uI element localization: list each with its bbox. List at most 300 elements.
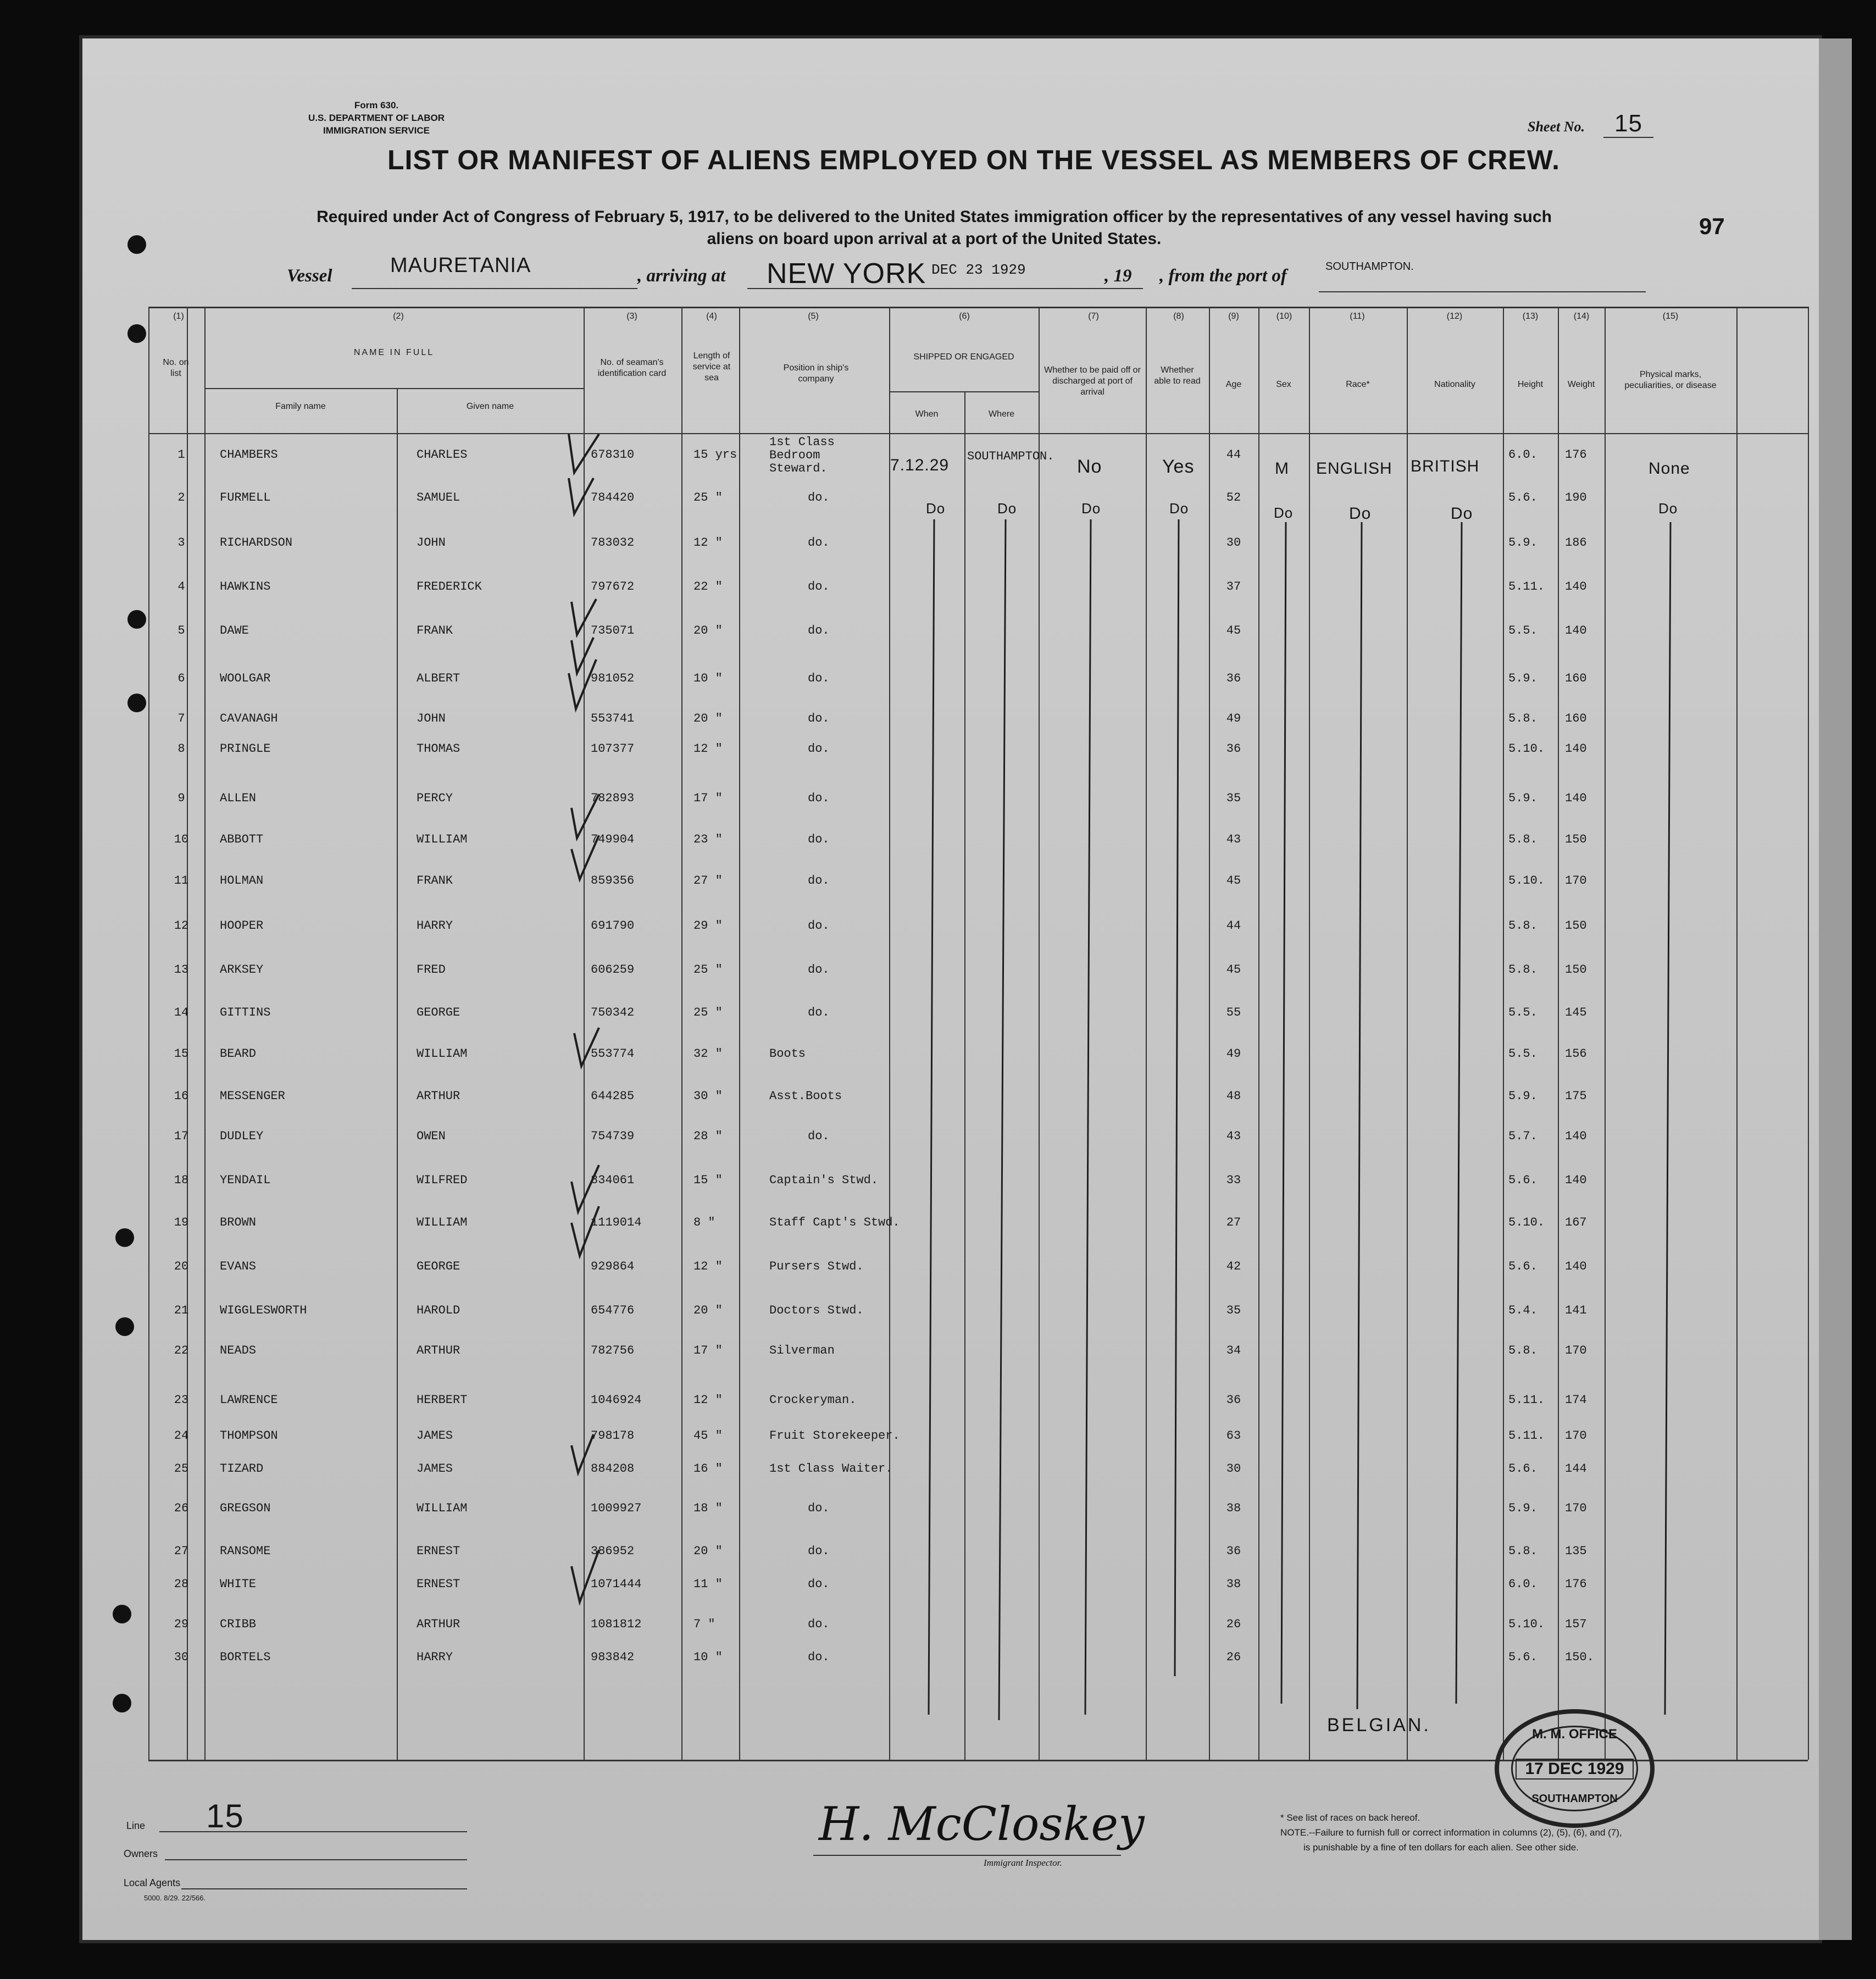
row-service: 27 " <box>693 874 723 888</box>
row-position: do. <box>808 963 830 977</box>
row-service: 32 " <box>693 1047 723 1061</box>
row-service: 20 " <box>693 712 723 725</box>
row-family: PRINGLE <box>220 742 271 756</box>
row-weight: 160 <box>1565 712 1587 725</box>
col-num-7: (7) <box>1088 312 1099 321</box>
row-height: 5.6. <box>1508 1260 1538 1273</box>
row-position: do. <box>808 742 830 756</box>
row-service: 17 " <box>693 1344 723 1357</box>
hw-able-read: Yes <box>1162 456 1195 477</box>
row-weight: 135 <box>1565 1544 1587 1558</box>
row-position: do. <box>808 1006 830 1019</box>
row-card: 1119014 <box>591 1216 642 1229</box>
note-races: * See list of races on back hereof. <box>1280 1812 1420 1823</box>
row-given: FRANK <box>417 624 453 638</box>
row-weight: 140 <box>1565 742 1587 756</box>
row-card: 678310 <box>591 448 635 462</box>
col-num-5: (5) <box>808 312 819 321</box>
page-title: LIST OR MANIFEST OF ALIENS EMPLOYED ON THE VESSEL AS MEMBERS OF CREW. <box>387 145 1560 175</box>
row-no: 13 <box>174 963 189 977</box>
row-service: 28 " <box>693 1129 723 1143</box>
row-family: ABBOTT <box>220 833 264 846</box>
row-height: 5.11. <box>1508 1393 1545 1407</box>
row-service: 18 " <box>693 1501 723 1515</box>
row-family: CAVANAGH <box>220 712 278 725</box>
row-family: BEARD <box>220 1047 257 1061</box>
row-given: ERNEST <box>417 1544 460 1558</box>
row-given: JAMES <box>417 1462 453 1476</box>
row-position: do. <box>808 672 830 685</box>
year-label: , 19 <box>1104 266 1132 286</box>
row-given: WILLIAM <box>417 1216 468 1229</box>
row-card: 798178 <box>591 1429 635 1443</box>
row-position: do. <box>808 1129 830 1143</box>
col-num-9: (9) <box>1228 312 1239 321</box>
row-age: 43 <box>1226 833 1241 846</box>
row-position: do. <box>808 712 830 725</box>
row-no: 29 <box>174 1617 189 1631</box>
row-card: 750342 <box>591 1006 635 1019</box>
row-family: NEADS <box>220 1344 257 1357</box>
row-service: 25 " <box>693 1006 723 1019</box>
row-card: 553741 <box>591 712 635 725</box>
row-weight: 186 <box>1565 536 1587 550</box>
row-no: 28 <box>174 1577 189 1591</box>
row-weight: 140 <box>1565 1129 1587 1143</box>
row-given: HARRY <box>417 919 453 933</box>
header-age: Age <box>1225 380 1242 389</box>
header-physical: Physical marks, peculiarities, or disease <box>1624 370 1717 390</box>
requirement-line-2: aliens on board upon arrival at a port of the United States. <box>707 230 1162 248</box>
row-height: 6.0. <box>1508 1577 1538 1591</box>
ditto-mark: Do <box>1349 505 1372 523</box>
ditto-mark: Do <box>1451 505 1473 523</box>
header-where: Where <box>988 409 1015 419</box>
row-given: ARTHUR <box>417 1089 460 1103</box>
row-family: DUDLEY <box>220 1129 264 1143</box>
row-card: 859356 <box>591 874 635 888</box>
row-service: 20 " <box>693 624 723 638</box>
row-height: 5.9. <box>1508 791 1538 805</box>
header-sex: Sex <box>1276 380 1291 389</box>
row-weight: 140 <box>1565 1260 1587 1273</box>
row-height: 6.0. <box>1508 448 1538 462</box>
row-card: 1071444 <box>591 1577 642 1591</box>
col-num-14: (14) <box>1573 312 1590 321</box>
row-given: GEORGE <box>417 1260 460 1273</box>
row-age: 45 <box>1226 963 1241 977</box>
row-family: GREGSON <box>220 1501 271 1515</box>
row-card: 386952 <box>591 1544 635 1558</box>
col-num-6: (6) <box>959 312 970 321</box>
row-weight: 140 <box>1565 580 1587 594</box>
row-weight: 170 <box>1565 874 1587 888</box>
row-weight: 167 <box>1565 1216 1587 1229</box>
row-age: 37 <box>1226 580 1241 594</box>
row-service: 16 " <box>693 1462 723 1476</box>
row-height: 5.9. <box>1508 1501 1538 1515</box>
row-position: do. <box>808 1544 830 1558</box>
row-no: 11 <box>174 874 189 888</box>
header-able-read: Whether able to read <box>1154 365 1201 386</box>
row-age: 52 <box>1226 491 1241 505</box>
header-position: Position in ship's company <box>783 363 849 384</box>
col-num-2: (2) <box>393 312 404 321</box>
row-position: do. <box>808 1650 830 1664</box>
from-port: SOUTHAMPTON. <box>1325 260 1414 273</box>
stamp-bottom: SOUTHAMPTON <box>1531 1793 1618 1805</box>
col-num-15: (15) <box>1662 312 1679 321</box>
row-age: 63 <box>1226 1429 1241 1443</box>
row-weight: 170 <box>1565 1344 1587 1357</box>
row-family: YENDAIL <box>220 1173 271 1187</box>
col-num-3: (3) <box>626 312 637 321</box>
hw-paid-off: No <box>1077 456 1102 477</box>
row-given: HAROLD <box>417 1304 460 1317</box>
row-weight: 141 <box>1565 1304 1587 1317</box>
row-height: 5.8. <box>1508 712 1538 725</box>
row-given: GEORGE <box>417 1006 460 1019</box>
row-weight: 176 <box>1565 448 1587 462</box>
row-age: 42 <box>1226 1260 1241 1273</box>
ditto-mark: Do <box>1169 500 1189 517</box>
row-given: CHARLES <box>417 448 468 462</box>
sheet-value: 15 <box>1603 110 1653 138</box>
row-family: CHAMBERS <box>220 448 278 462</box>
row-service: 20 " <box>693 1544 723 1558</box>
row-family: WHITE <box>220 1577 257 1591</box>
row-height: 5.6. <box>1508 1462 1538 1476</box>
row-no: 21 <box>174 1304 189 1317</box>
row-family: RANSOME <box>220 1544 271 1558</box>
row-height: 5.4. <box>1508 1304 1538 1317</box>
row-service: 30 " <box>693 1089 723 1103</box>
footer-line-value: 15 <box>206 1798 244 1834</box>
row-family: HOLMAN <box>220 874 264 888</box>
row-card: 107377 <box>591 742 635 756</box>
row-height: 5.10. <box>1508 1617 1545 1631</box>
header-paid-off: Whether to be paid off or discharged at port of arrival <box>1044 365 1141 397</box>
row-position: do. <box>808 580 830 594</box>
vessel-name: MAURETANIA <box>390 254 531 277</box>
footer-line-label: Line <box>126 1820 146 1831</box>
row-age: 35 <box>1226 791 1241 805</box>
inspector-signature: H. McCloskey <box>819 1797 1145 1851</box>
row-no: 23 <box>174 1393 189 1407</box>
row-no: 2 <box>177 491 185 505</box>
row-card: 1081812 <box>591 1617 642 1631</box>
row-weight: 176 <box>1565 1577 1587 1591</box>
row-family: WOOLGAR <box>220 672 271 685</box>
vessel-label: Vessel <box>287 266 332 286</box>
form-department: U.S. DEPARTMENT OF LABOR <box>308 113 445 123</box>
row-given: PERCY <box>417 791 453 805</box>
row-position: Boots <box>769 1047 806 1061</box>
row-service: 12 " <box>693 1393 723 1407</box>
row-given: JAMES <box>417 1429 453 1443</box>
row-family: FURMELL <box>220 491 271 505</box>
row-weight: 150 <box>1565 963 1587 977</box>
ditto-mark: Do <box>926 500 946 517</box>
row-family: ALLEN <box>220 791 257 805</box>
row-given: FREDERICK <box>417 580 482 594</box>
row-no: 20 <box>174 1260 189 1273</box>
row-position: 1st Class Bedroom Steward. <box>769 435 835 475</box>
row-card: 884208 <box>591 1462 635 1476</box>
col-num-12: (12) <box>1446 312 1463 321</box>
row-weight: 170 <box>1565 1429 1587 1443</box>
row-card: 606259 <box>591 963 635 977</box>
hw-row30-nationality: BELGIAN. <box>1327 1715 1431 1736</box>
row-age: 36 <box>1226 742 1241 756</box>
header-when: When <box>915 409 939 419</box>
row-card: 981052 <box>591 672 635 685</box>
row-age: 34 <box>1226 1344 1241 1357</box>
row-position: do. <box>808 624 830 638</box>
row-service: 15 yrs <box>693 448 737 462</box>
row-no: 7 <box>177 712 185 725</box>
note-line-1: NOTE.--Failure to furnish full or correct information in columns (2), (5), (6), and (7), <box>1280 1827 1622 1838</box>
row-family: BROWN <box>220 1216 257 1229</box>
row-no: 19 <box>174 1216 189 1229</box>
row-card: 784420 <box>591 491 635 505</box>
header-nationality: Nationality <box>1434 380 1475 389</box>
row-age: 55 <box>1226 1006 1241 1019</box>
row-age: 49 <box>1226 1047 1241 1061</box>
row-no: 1 <box>177 448 185 462</box>
page-number: 97 <box>1699 213 1725 239</box>
row-no: 8 <box>177 742 185 756</box>
header-length-service: Length of service at sea <box>692 351 731 383</box>
row-card: 1046924 <box>591 1393 642 1407</box>
row-family: HAWKINS <box>220 580 271 594</box>
row-position: Silverman <box>769 1344 835 1357</box>
row-given: ALBERT <box>417 672 460 685</box>
row-position: Crockeryman. <box>769 1393 857 1407</box>
row-service: 12 " <box>693 742 723 756</box>
row-given: OWEN <box>417 1129 446 1143</box>
col-num-10: (10) <box>1276 312 1292 321</box>
row-age: 33 <box>1226 1173 1241 1187</box>
row-age: 36 <box>1226 1393 1241 1407</box>
row-family: MESSENGER <box>220 1089 285 1103</box>
row-family: HOOPER <box>220 919 264 933</box>
row-height: 5.8. <box>1508 833 1538 846</box>
row-family: ARKSEY <box>220 963 264 977</box>
row-no: 14 <box>174 1006 189 1019</box>
row-family: RICHARDSON <box>220 536 293 550</box>
row-family: EVANS <box>220 1260 257 1273</box>
hw-race: ENGLISH <box>1316 459 1392 478</box>
ditto-mark: Do <box>1658 500 1678 517</box>
row-no: 9 <box>177 791 185 805</box>
row-height: 5.8. <box>1508 963 1538 977</box>
row-height: 5.6. <box>1508 1173 1538 1187</box>
row-position: do. <box>808 1617 830 1631</box>
row-family: TIZARD <box>220 1462 264 1476</box>
row-no: 30 <box>174 1650 189 1664</box>
row-position: do. <box>808 536 830 550</box>
footer-owners-label: Owners <box>124 1848 158 1859</box>
col-num-13: (13) <box>1522 312 1539 321</box>
row-position: do. <box>808 1577 830 1591</box>
row-weight: 157 <box>1565 1617 1587 1631</box>
row-position: Pursers Stwd. <box>769 1260 864 1273</box>
row-given: HARRY <box>417 1650 453 1664</box>
row-height: 5.8. <box>1508 1544 1538 1558</box>
row-service: 45 " <box>693 1429 723 1443</box>
arrival-port: NEW YORK <box>767 258 926 290</box>
row-card: 782756 <box>591 1344 635 1357</box>
row-age: 38 <box>1226 1577 1241 1591</box>
row-weight: 190 <box>1565 491 1587 505</box>
col-num-4: (4) <box>706 312 717 321</box>
row-height: 5.9. <box>1508 672 1538 685</box>
row-no: 18 <box>174 1173 189 1187</box>
stamp-top: M. M. OFFICE <box>1532 1727 1617 1742</box>
row-age: 36 <box>1226 672 1241 685</box>
row-height: 5.10. <box>1508 742 1545 756</box>
row-height: 5.5. <box>1508 1006 1538 1019</box>
row-no: 17 <box>174 1129 189 1143</box>
row-service: 22 " <box>693 580 723 594</box>
header-given-name: Given name <box>466 402 514 411</box>
row-card: 834061 <box>591 1173 635 1187</box>
row-position: do. <box>808 874 830 888</box>
row-position: Captain's Stwd. <box>769 1173 879 1187</box>
row-card: 754739 <box>591 1129 635 1143</box>
row-weight: 150. <box>1565 1650 1594 1664</box>
row-service: 25 " <box>693 963 723 977</box>
row-no: 27 <box>174 1544 189 1558</box>
row-given: THOMAS <box>417 742 460 756</box>
row-height: 5.6. <box>1508 491 1538 505</box>
from-port-label: , from the port of <box>1159 266 1287 286</box>
row-card: 783032 <box>591 536 635 550</box>
row-card: 1009927 <box>591 1501 642 1515</box>
row-position: Fruit Storekeeper. <box>769 1429 900 1443</box>
row-position: do. <box>808 919 830 933</box>
row-age: 38 <box>1226 1501 1241 1515</box>
row-height: 5.8. <box>1508 919 1538 933</box>
row-age: 35 <box>1226 1304 1241 1317</box>
row-position: do. <box>808 491 830 505</box>
row-no: 5 <box>177 624 185 638</box>
row-age: 45 <box>1226 624 1241 638</box>
row-no: 26 <box>174 1501 189 1515</box>
row-card: 691790 <box>591 919 635 933</box>
header-family-name: Family name <box>275 402 326 411</box>
sheet-label: Sheet No. <box>1528 119 1585 135</box>
row-height: 5.9. <box>1508 536 1538 550</box>
row-given: FRED <box>417 963 446 977</box>
row-weight: 150 <box>1565 919 1587 933</box>
row-family: THOMPSON <box>220 1429 278 1443</box>
arriving-label: , arriving at <box>637 266 726 286</box>
row-weight: 156 <box>1565 1047 1587 1061</box>
col-num-11: (11) <box>1350 312 1365 321</box>
hw-nationality: BRITISH <box>1411 457 1480 475</box>
header-shipped: SHIPPED OR ENGAGED <box>913 352 1014 362</box>
row-given: WILLIAM <box>417 833 468 846</box>
hw-where: SOUTHAMPTON. <box>967 450 1054 463</box>
row-no: 4 <box>177 580 185 594</box>
row-no: 22 <box>174 1344 189 1357</box>
row-height: 5.11. <box>1508 580 1545 594</box>
ditto-mark: Do <box>1081 500 1101 517</box>
row-weight: 170 <box>1565 1501 1587 1515</box>
row-card: 782893 <box>591 791 635 805</box>
row-service: 17 " <box>693 791 723 805</box>
row-position: Staff Capt's Stwd. <box>769 1216 900 1229</box>
arrival-date-stamp: DEC 23 1929 <box>931 262 1026 278</box>
row-weight: 140 <box>1565 791 1587 805</box>
header-name-in-full: NAME IN FULL <box>353 348 435 357</box>
row-position: Doctors Stwd. <box>769 1304 864 1317</box>
row-position: do. <box>808 791 830 805</box>
row-age: 48 <box>1226 1089 1241 1103</box>
row-given: ARTHUR <box>417 1344 460 1357</box>
row-given: SAMUEL <box>417 491 460 505</box>
row-height: 5.5. <box>1508 624 1538 638</box>
hw-sex: M <box>1275 459 1289 478</box>
row-given: ERNEST <box>417 1577 460 1591</box>
row-given: FRANK <box>417 874 453 888</box>
row-given: WILLIAM <box>417 1047 468 1061</box>
row-service: 29 " <box>693 919 723 933</box>
inspector-label: Immigrant Inspector. <box>984 1858 1062 1868</box>
row-no: 10 <box>174 833 189 846</box>
row-position: 1st Class Waiter. <box>769 1462 893 1476</box>
row-height: 5.10. <box>1508 874 1545 888</box>
row-age: 26 <box>1226 1650 1241 1664</box>
row-no: 12 <box>174 919 189 933</box>
row-family: DAWE <box>220 624 249 638</box>
row-given: JOHN <box>417 536 446 550</box>
row-given: WILLIAM <box>417 1501 468 1515</box>
ditto-mark: Do <box>997 500 1017 517</box>
row-service: 23 " <box>693 833 723 846</box>
row-weight: 140 <box>1565 1173 1587 1187</box>
row-given: WILFRED <box>417 1173 468 1187</box>
row-family: CRIBB <box>220 1617 257 1631</box>
row-age: 49 <box>1226 712 1241 725</box>
row-service: 11 " <box>693 1577 723 1591</box>
row-service: 25 " <box>693 491 723 505</box>
row-given: HERBERT <box>417 1393 468 1407</box>
row-weight: 140 <box>1565 624 1587 638</box>
row-no: 3 <box>177 536 185 550</box>
row-service: 8 " <box>693 1216 715 1229</box>
header-no-on-list: No. on list <box>163 358 189 378</box>
row-card: 929864 <box>591 1260 635 1273</box>
office-stamp <box>1495 1709 1655 1828</box>
row-card: 983842 <box>591 1650 635 1664</box>
row-service: 15 " <box>693 1173 723 1187</box>
row-height: 5.9. <box>1508 1089 1538 1103</box>
row-position: do. <box>808 833 830 846</box>
row-age: 43 <box>1226 1129 1241 1143</box>
header-height: Height <box>1517 380 1544 389</box>
header-id-card: No. of seaman's identification card <box>597 358 667 378</box>
row-card: 654776 <box>591 1304 635 1317</box>
note-line-2: is punishable by a fine of ten dollars for each alien. See other side. <box>1303 1842 1579 1853</box>
row-service: 12 " <box>693 1260 723 1273</box>
row-age: 44 <box>1226 919 1241 933</box>
row-service: 10 " <box>693 1650 723 1664</box>
row-height: 5.5. <box>1508 1047 1538 1061</box>
ditto-mark: Do <box>1274 505 1294 521</box>
